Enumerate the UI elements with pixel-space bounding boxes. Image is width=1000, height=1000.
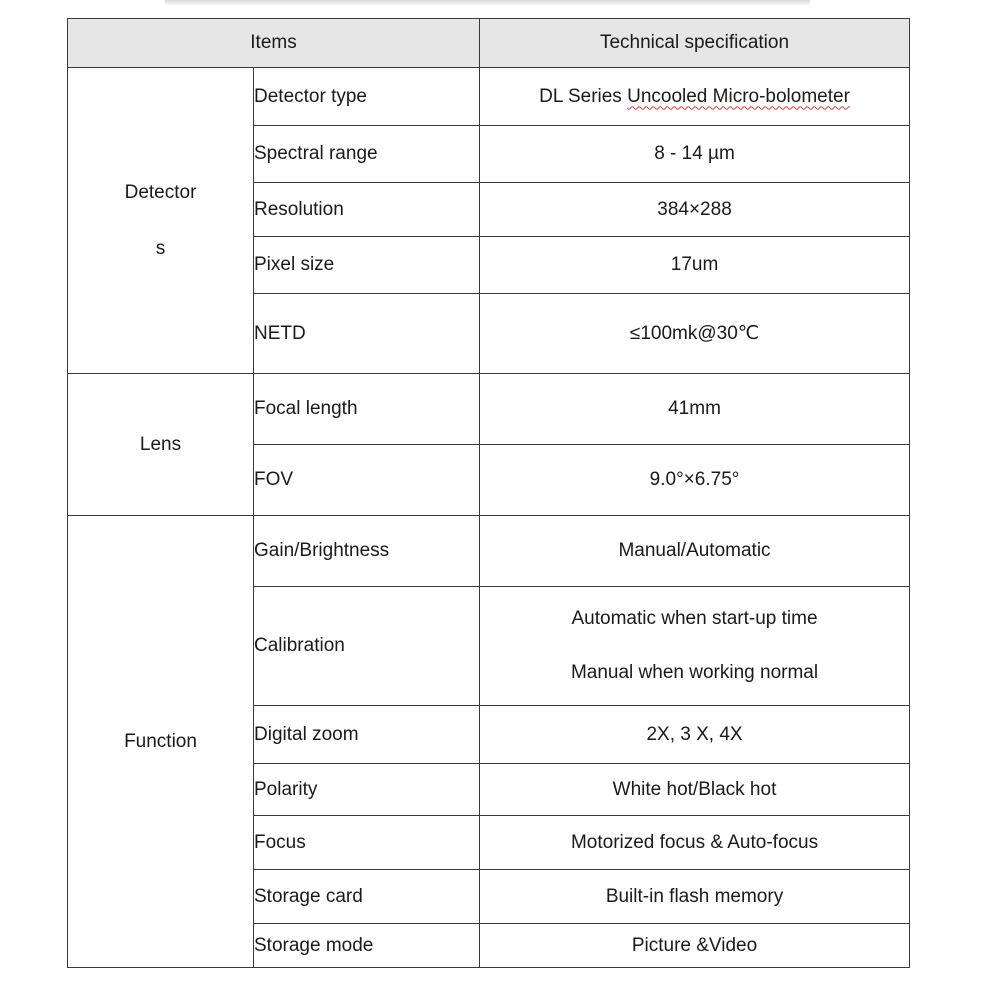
group-label: Lens <box>139 433 182 455</box>
item-label: Detector type <box>254 68 480 126</box>
spec-value: 8 - 14 µm <box>480 126 910 183</box>
item-label: Polarity <box>254 764 480 816</box>
spec-value: White hot/Black hot <box>480 764 910 816</box>
spec-value <box>480 68 910 126</box>
spec-value: Motorized focus & Auto-focus <box>480 816 910 870</box>
spec-value: 17um <box>480 237 910 294</box>
spec-value: 41mm <box>480 374 910 445</box>
item-label: Storage mode <box>254 924 480 968</box>
item-label: Calibration <box>254 587 480 706</box>
item-label: Storage card <box>254 870 480 924</box>
spec-value: 2X, 3 X, 4X <box>480 706 910 764</box>
spec-value: Built-in flash memory <box>480 870 910 924</box>
spec-value: ≤100mk@30℃ <box>480 294 910 374</box>
table-row <box>68 68 910 126</box>
top-shadow <box>165 0 810 6</box>
group-detectors <box>68 68 254 374</box>
item-label: Spectral range <box>254 126 480 183</box>
spec-table <box>67 18 910 968</box>
spec-value-line: Manual when working normal <box>570 662 819 683</box>
table-row <box>68 516 910 587</box>
group-label: Function <box>124 730 197 752</box>
table-row <box>68 374 910 445</box>
header-items: Items <box>68 19 480 68</box>
item-label: FOV <box>254 445 480 516</box>
spec-value <box>480 587 910 706</box>
group-function <box>68 516 254 968</box>
item-label: Digital zoom <box>254 706 480 764</box>
header-row <box>68 19 910 68</box>
spec-value-prefix: DL Series <box>539 85 628 107</box>
item-label: Pixel size <box>254 237 480 294</box>
spec-value-line: Automatic when start-up time <box>571 608 818 629</box>
spec-value: Picture &Video <box>480 924 910 968</box>
spec-value: 384×288 <box>480 183 910 237</box>
spec-value: Manual/Automatic <box>480 516 910 587</box>
header-technical-specification: Technical specification <box>480 19 910 68</box>
group-lens <box>68 374 254 516</box>
item-label: NETD <box>254 294 480 374</box>
item-label: Focus <box>254 816 480 870</box>
item-label: Focal length <box>254 374 480 445</box>
spelling-underlined-text: Uncooled Micro-bolometer <box>627 85 850 107</box>
group-label: Detectors <box>124 181 197 259</box>
spec-value: 9.0°×6.75° <box>480 445 910 516</box>
item-label: Resolution <box>254 183 480 237</box>
item-label: Gain/Brightness <box>254 516 480 587</box>
